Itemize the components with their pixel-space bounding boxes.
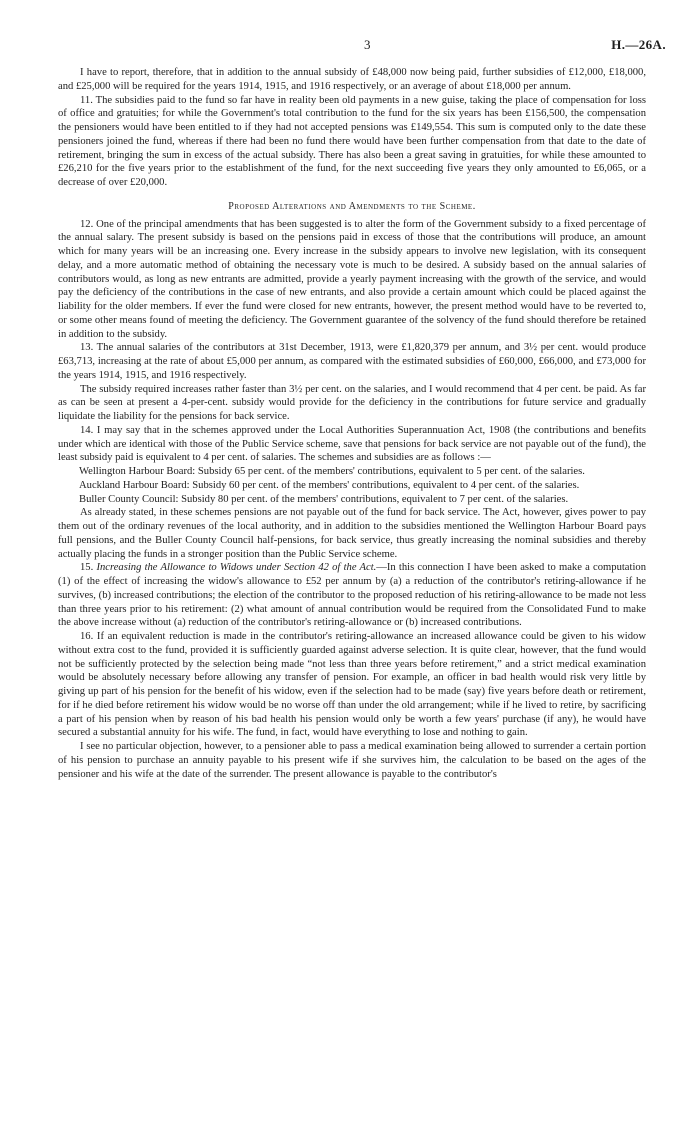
- paragraph-12: 12. One of the principal amendments that has been suggested is to alter the form of the Government subsidy to a fixed percentage of the annual salary. The present subsidy is based on the pensions paid in excess of those that the contributions will produce, an amount which for many years will be an increasing one. Every increase in the subsidy appears to involve new legislation, with its consequent delay, and a more automatic method of obtaining the necessary vote is much to be desired. A subsidy based on the annual salaries of contributors would, as long as new entrants are admitted, provide a yearly payment increasing with the growth of the service, and would pay the deficiency of the contributions in the case of new entrants, and also provide a certain amount which could be placed against the liability for the older members. If ever the fund were closed for new entrants, however, the present method would have to be reverted to, or some other means found of meeting the deficiency. The Government guarantee of the solvency of the fund should therefore be retained in addition to the subsidy.: [58, 218, 646, 340]
- paragraph-15-title: Increasing the Allowance to Widows under Section 42 of the Act.: [96, 562, 377, 574]
- paragraph-subsidy-recommendation: The subsidy required increases rather faster than 3½ per cent. on the salaries, and I would recommend that 4 per cent. be paid. As far as can be seen at present a 4-per-cent. subsidy would provide for the deficiency in the contributions for future service and gradually liquidate the liability for the pensions for back service.: [58, 383, 646, 422]
- schemes-list: [58, 465, 646, 506]
- scheme-item-wellington: Wellington Harbour Board: Subsidy 65 per cent. of the members' contributions, equivalent to 5 per cent. of the salaries.: [79, 466, 585, 477]
- scheme-item-auckland: Auckland Harbour Board: Subsidy 60 per cent. of the members' contributions, equivalent to 4 per cent. of the salaries.: [79, 479, 580, 491]
- paragraph-16: 16. If an equivalent reduction is made in the contributor's retiring-allowance an increased allowance could be given to his widow without extra cost to the fund, provided it is sufficiently guarded against adverse selection. It is quite clear, however, that the fund would not be sufficiently protected by the selection being made “not less than three years before retirement,” and a strict medical examination would be absolutely necessary before allowing any transfer of pension. For example, an officer in bad health would risk very little by giving up part of his pension for the benefit of his widow, even if the selection had to be made (say) five years before death or retirement, for if he died before retirement his widow would be no worse off than under the old arrangement; while if he lived to retire, by sacrificing a part of his pension when by reason of his bad health his pension would only be worth a few years' purchase (if any), he would have secured a substantial annuity for his wife. The fund, in fact, would have everything to lose and nothing to gain.: [58, 631, 646, 739]
- paragraph-subsidy-report: I have to report, therefore, that in addition to the annual subsidy of £48,000 now being paid, further subsidies of £12,000, £18,000, and £25,000 will be required for the years 1914, 1915, and 1916 respectively, or an average of about £18,000 per annum.: [58, 67, 646, 92]
- page-number: 3: [364, 37, 371, 52]
- paragraph-11: 11. The subsidies paid to the fund so far have in reality been old payments in a new guise, taking the place of compensation for loss of office and gratuities; for while the Government's total contribution to the fund for the six years has been £156,500, the compensation the pensioners would have been entitled to if they had not accepted pensions was £149,554. This sum is computed only to the date these pensioners joined the fund, whereas if there had been no fund there would have been further compensation from that date to the date of retirement, bringing the sum in excess of the actual subsidy. There has also been a great saving in gratuities, for while these amounted to £26,210 for the five years prior to the establishment of the fund, for the next succeeding five years they only amounted to £6,065, or a decrease of over £20,000.: [58, 94, 646, 188]
- paragraph-back-service: As already stated, in these schemes pensions are not payable out of the fund for back service. The Act, however, gives power to pay them out of the ordinary revenues of the local authority, and in addition to the subsidies mentioned the Wellington Harbour Board pays full pensions, and the Buller County Council half-pensions, for back service, thus greatly increasing the nominal subsidies and thereby actually placing the funds in a stronger position than the Public Service scheme.: [58, 507, 646, 560]
- paragraph-15-number: 15.: [80, 562, 94, 574]
- paragraph-pensioner-surrender: I see no particular objection, however, to a pensioner able to pass a medical examination being allowed to surrender a certain portion of his pension to purchase an annuity payable to his present wife if she survives him, the calculation to be based on the ages of the pensioner and his wife at the date of the surrender. The present allowance is payable to the contributor's: [58, 741, 646, 780]
- paragraph-15: [58, 561, 646, 630]
- section-heading: Proposed Alterations and Amendments to the Scheme.: [228, 200, 476, 212]
- document-reference: H.—26A.: [611, 37, 666, 52]
- page-header: [58, 37, 666, 60]
- scheme-item-buller: Buller County Council: Subsidy 80 per cent. of the members' contributions, equivalent to 7 per cent. of the salaries.: [79, 493, 569, 505]
- paragraph-13: 13. The annual salaries of the contributors at 31st December, 1913, were £1,820,379 per annum, and 3½ per cent. would produce £63,713, increasing at the rate of about £5,000 per annum, as compared with the estimated subsidies of £60,000, £66,000, and £73,000 for the years 1914, 1915, and 1916 respectively.: [58, 342, 646, 381]
- paragraph-15-text: —In this connection I have been asked to make a computation (1) of the effect of increasing the widow's allowance to £52 per annum by (a) a reduction of the contributor's retiring-allowance if he survives, (b) increased contributions; the election of the contributor to the proposed reduction of his retiring-allowance to be made not less than three years prior to his retirement: (2) what amount of annual contribution would be required from the Consolidated Fund to make the above increase without (a) reduction of the contributor's retiring-allowance or (b) increased contributions.: [58, 562, 646, 629]
- paragraph-14: 14. I may say that in the schemes approved under the Local Authorities Superannuation Act, 1908 (the contributions and benefits under which are identical with those of the Public Service scheme, save that pensions for back service are not payable out of the fund), the least subsidy paid is equivalent to 4 per cent. of salaries. The schemes and subsidies are as follows :—: [58, 424, 646, 464]
